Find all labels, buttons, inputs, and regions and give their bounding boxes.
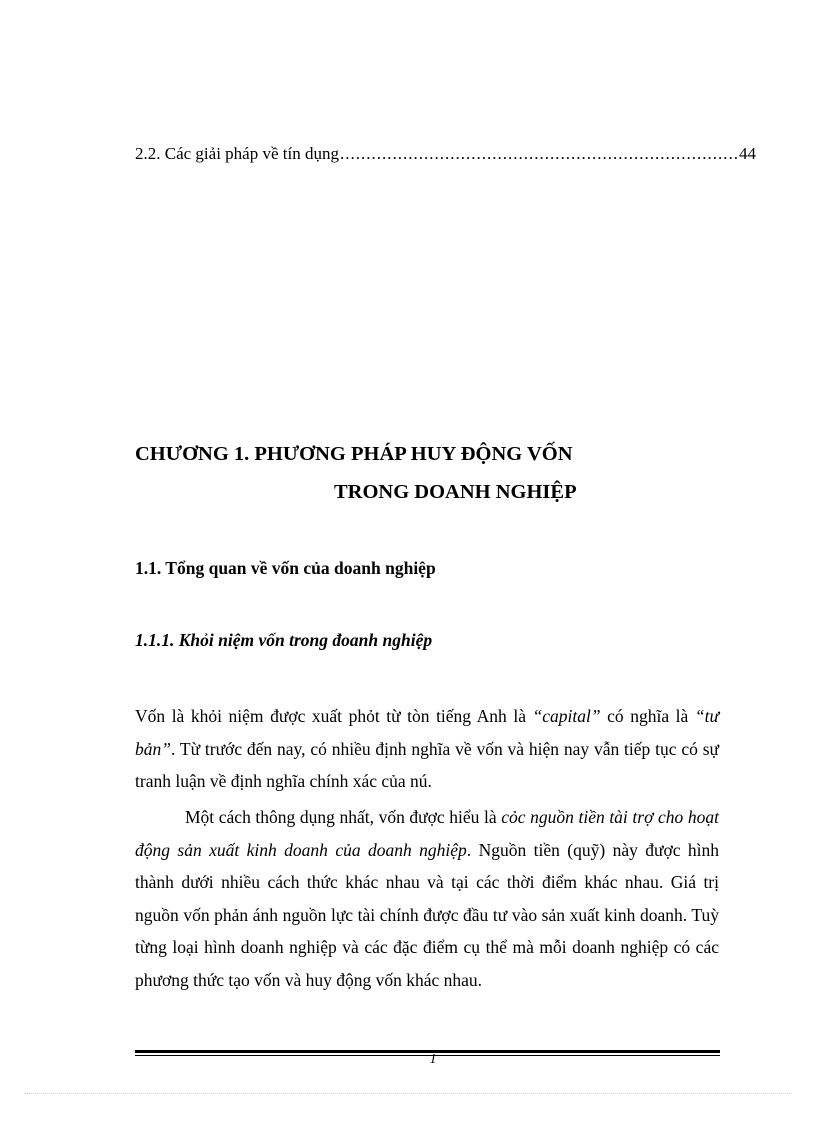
paragraph-2-emphasis: cỏc nguồn tiền tài trợ cho hoạt động sản xuất kinh doanh của doanh nghiệp [135, 807, 719, 860]
chapter-title-line-2: TRONG DOANH NGHIỆP [334, 481, 577, 503]
toc-leader-dots [340, 144, 738, 164]
paragraph-1 [135, 700, 719, 798]
toc-entry-label: 2.2. Các giải pháp về tín dụng [135, 144, 339, 163]
paragraph-2-text-b: . Nguồn tiền (quỹ) này được hình thành dưới nhiều cách thức khác nhau và tại các thời điểm khác nhau. Giá trị nguồn vốn phản ánh nguồn lực tài chính được đầu tư vào sản xuất kinh doanh. Tuỳ từng loại hình doanh nghiệp và các đặc điểm cụ thể mà mỗi doanh nghiệp có các phương thức tạo vốn và huy động vốn khác nhau. [135, 839, 720, 990]
paragraph-1-quote-capital: “capital” [532, 706, 601, 726]
toc-entry [135, 144, 756, 164]
subsection-heading: 1.1.1. Khỏi niệm vốn trong đoanh nghiệp [135, 630, 433, 650]
paragraph-2-text-a: Một cách thông dụng nhất, vốn được hiểu là [185, 807, 502, 827]
page-edge-dotted-line [24, 1093, 792, 1094]
paragraph-2 [135, 801, 719, 996]
toc-entry-page: 44 [739, 144, 756, 163]
chapter-title-line-1: CHƯƠNG 1. PHƯƠNG PHÁP HUY ĐỘNG VỐN [135, 443, 573, 465]
page-number: 1 [429, 1052, 437, 1067]
paragraph-1-text-a: Vốn là khỏi niệm được xuất phỏt từ tòn tiếng Anh là [135, 706, 533, 726]
paragraph-1-quote-tu-ban: “tư bản” [135, 706, 719, 759]
section-heading: 1.1. Tổng quan về vốn của doanh nghiệp [135, 558, 436, 578]
paragraph-1-text-b: có nghĩa là [600, 706, 695, 726]
paragraph-1-text-c: . Từ trước đến nay, có nhiều định nghĩa về vốn và hiện nay vẫn tiếp tục có sự tranh luận về định nghĩa chính xác của nú. [135, 738, 719, 791]
